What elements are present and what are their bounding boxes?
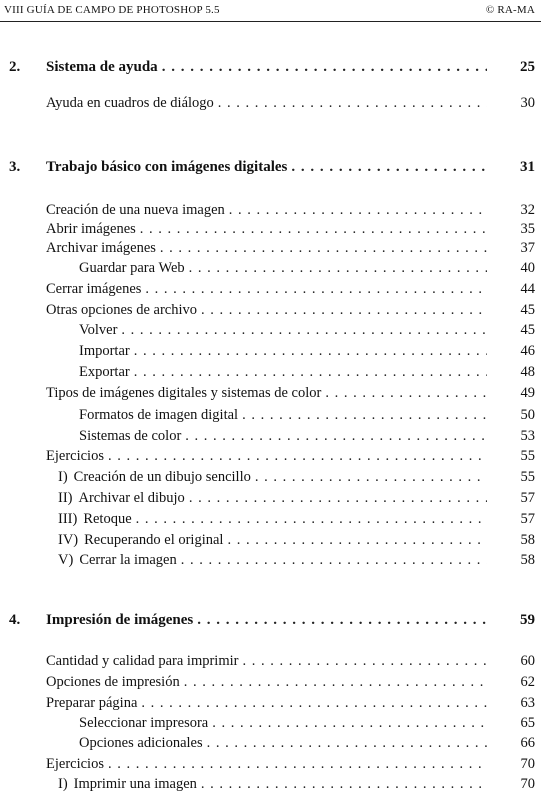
toc-entry bbox=[58, 776, 535, 793]
toc-label: Cerrar imágenes bbox=[46, 281, 142, 297]
dot-leader bbox=[201, 302, 487, 319]
dot-leader bbox=[229, 202, 487, 219]
toc-entry bbox=[46, 695, 535, 712]
page-number: 55 bbox=[520, 448, 535, 464]
toc-entry bbox=[58, 552, 535, 569]
exercise-number: II) bbox=[58, 490, 73, 506]
toc-entry bbox=[46, 281, 535, 298]
dot-leader bbox=[189, 490, 487, 507]
page-number: 45 bbox=[520, 322, 535, 338]
toc-entry bbox=[79, 364, 535, 381]
toc-label: Ayuda en cuadros de diálogo bbox=[46, 95, 214, 111]
toc-label: Archivar imágenes bbox=[46, 240, 156, 256]
toc-entry bbox=[46, 756, 535, 773]
toc-entry bbox=[46, 385, 535, 402]
toc-label: Cantidad y calidad para imprimir bbox=[46, 653, 239, 669]
page-number: 25 bbox=[520, 59, 535, 75]
page-number: 63 bbox=[520, 695, 535, 711]
dot-leader bbox=[145, 281, 487, 298]
toc-entry bbox=[58, 469, 535, 486]
toc-label: Impresión de imágenes bbox=[46, 612, 194, 628]
toc-label: Ejercicios bbox=[46, 448, 104, 464]
toc-entry bbox=[58, 490, 535, 507]
toc-entry bbox=[79, 407, 535, 424]
page-number: 58 bbox=[520, 532, 535, 548]
toc-label: Retoque bbox=[83, 511, 132, 527]
toc-entry bbox=[79, 343, 535, 360]
chapter-number: 4. bbox=[9, 612, 21, 628]
exercise-number: IV) bbox=[58, 532, 79, 548]
toc-entry bbox=[46, 302, 535, 319]
page-number: 65 bbox=[520, 715, 535, 731]
dot-leader bbox=[121, 322, 487, 339]
page-number: 44 bbox=[520, 281, 535, 297]
dot-leader bbox=[141, 695, 487, 712]
dot-leader bbox=[134, 364, 487, 381]
page-number: 70 bbox=[520, 756, 535, 772]
toc-label: Ejercicios bbox=[46, 756, 104, 772]
toc-label: Seleccionar impresora bbox=[79, 715, 209, 731]
toc-chapter bbox=[9, 612, 535, 629]
toc-entry bbox=[58, 511, 535, 528]
page-number: 35 bbox=[520, 221, 535, 237]
page-number: 55 bbox=[520, 469, 535, 485]
dot-leader bbox=[134, 343, 487, 360]
toc-entry bbox=[46, 221, 535, 238]
toc-entry bbox=[79, 735, 535, 752]
page-number: 40 bbox=[520, 260, 535, 276]
page-number: 59 bbox=[520, 612, 535, 628]
exercise-number: III) bbox=[58, 511, 78, 527]
page-number: 30 bbox=[520, 95, 535, 111]
toc-label: Preparar página bbox=[46, 695, 138, 711]
dot-leader bbox=[181, 552, 487, 569]
toc-label: Imprimir una imagen bbox=[73, 776, 197, 792]
page-number: 66 bbox=[520, 735, 535, 751]
toc-label: Creación de un dibujo sencillo bbox=[73, 469, 251, 485]
toc-label: Opciones de impresión bbox=[46, 674, 180, 690]
dot-leader bbox=[160, 240, 487, 257]
toc-label: Sistema de ayuda bbox=[46, 59, 158, 75]
dot-leader bbox=[140, 221, 487, 238]
exercise-number: I) bbox=[58, 469, 68, 485]
toc-label: Formatos de imagen digital bbox=[79, 407, 239, 423]
toc-label: Tipos de imágenes digitales y sistemas de color bbox=[46, 385, 322, 401]
chapter-number: 3. bbox=[9, 159, 21, 175]
toc-chapter bbox=[9, 159, 535, 176]
dot-leader bbox=[212, 715, 487, 732]
toc-label: Exportar bbox=[79, 364, 130, 380]
toc-chapter bbox=[9, 59, 535, 76]
dot-leader bbox=[185, 428, 487, 445]
toc-label: Importar bbox=[79, 343, 130, 359]
toc-label: Opciones adicionales bbox=[79, 735, 203, 751]
dot-leader bbox=[242, 653, 487, 670]
dot-leader bbox=[136, 511, 487, 528]
exercise-number: V) bbox=[58, 552, 74, 568]
dot-leader bbox=[242, 407, 487, 424]
toc-label: Recuperando el original bbox=[84, 532, 224, 548]
page-number: 57 bbox=[520, 490, 535, 506]
dot-leader bbox=[197, 612, 487, 629]
exercise-number: I) bbox=[58, 776, 68, 792]
toc-entry bbox=[46, 448, 535, 465]
running-header bbox=[0, 4, 541, 22]
page-number: 32 bbox=[520, 202, 535, 218]
dot-leader bbox=[108, 448, 487, 465]
page-number: 49 bbox=[520, 385, 535, 401]
dot-leader bbox=[201, 776, 487, 793]
dot-leader bbox=[227, 532, 487, 549]
page-number: 62 bbox=[520, 674, 535, 690]
toc-label: Abrir imágenes bbox=[46, 221, 136, 237]
dot-leader bbox=[255, 469, 487, 486]
page-number: 31 bbox=[520, 159, 535, 175]
page-number: 58 bbox=[520, 552, 535, 568]
page-number: 46 bbox=[520, 343, 535, 359]
toc-label: Otras opciones de archivo bbox=[46, 302, 197, 318]
toc-label: Archivar el dibujo bbox=[78, 490, 185, 506]
header-title: VIII GUÍA DE CAMPO DE PHOTOSHOP 5.5 bbox=[4, 4, 220, 16]
toc-entry bbox=[46, 95, 535, 112]
page-number: 50 bbox=[520, 407, 535, 423]
toc-entry bbox=[46, 202, 535, 219]
toc-entry bbox=[58, 532, 535, 549]
header-rule bbox=[0, 21, 541, 22]
page-number: 60 bbox=[520, 653, 535, 669]
toc-label: Trabajo básico con imágenes digitales bbox=[46, 159, 288, 175]
toc-label: Volver bbox=[79, 322, 118, 338]
page-number: 53 bbox=[520, 428, 535, 444]
page-number: 70 bbox=[520, 776, 535, 792]
header-publisher: © RA-MA bbox=[485, 4, 535, 16]
toc-entry bbox=[46, 674, 535, 691]
toc-label: Cerrar la imagen bbox=[79, 552, 177, 568]
dot-leader bbox=[291, 159, 487, 176]
dot-leader bbox=[184, 674, 487, 691]
dot-leader bbox=[207, 735, 487, 752]
toc-label: Sistemas de color bbox=[79, 428, 182, 444]
toc-entry bbox=[46, 240, 535, 257]
toc-label: Guardar para Web bbox=[79, 260, 185, 276]
dot-leader bbox=[189, 260, 487, 277]
dot-leader bbox=[108, 756, 487, 773]
toc-label: Creación de una nueva imagen bbox=[46, 202, 225, 218]
dot-leader bbox=[218, 95, 487, 112]
dot-leader bbox=[325, 385, 487, 402]
toc-entry bbox=[79, 715, 535, 732]
page-number: 57 bbox=[520, 511, 535, 527]
page-number: 45 bbox=[520, 302, 535, 318]
toc-entry bbox=[79, 260, 535, 277]
page-number: 37 bbox=[520, 240, 535, 256]
dot-leader bbox=[162, 59, 487, 76]
toc-entry bbox=[79, 428, 535, 445]
chapter-number: 2. bbox=[9, 59, 21, 75]
page-number: 48 bbox=[520, 364, 535, 380]
toc-entry bbox=[79, 322, 535, 339]
toc-entry bbox=[46, 653, 535, 670]
